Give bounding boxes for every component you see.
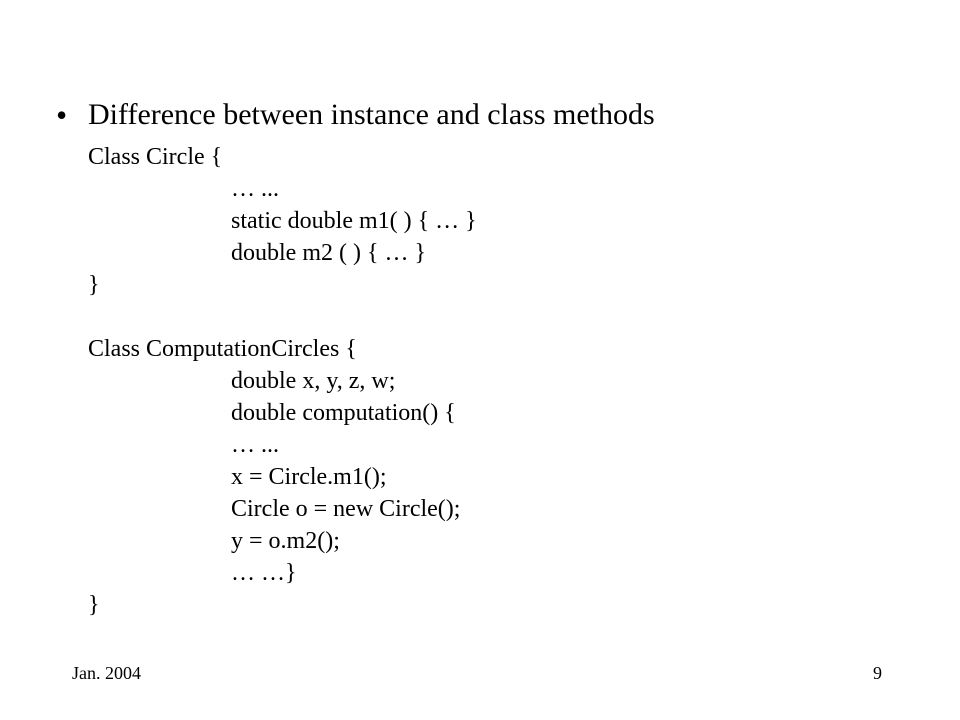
- code-line: Circle o = new Circle();: [231, 496, 461, 522]
- code-line: y = o.m2();: [231, 528, 340, 554]
- code-line: … ...: [231, 432, 279, 458]
- code-line: }: [88, 272, 100, 298]
- code-line: }: [88, 592, 100, 618]
- code-line: double m2 ( ) { … }: [231, 240, 427, 266]
- code-line: Class ComputationCircles {: [88, 336, 357, 362]
- code-line: Class Circle {: [88, 144, 223, 170]
- page-number: 9: [873, 663, 882, 683]
- code-line: … …}: [231, 560, 297, 586]
- slide-heading: Difference between instance and class methods: [88, 98, 655, 131]
- bullet-marker: •: [56, 97, 68, 133]
- code-line: x = Circle.m1();: [231, 464, 387, 490]
- code-line: … ...: [231, 176, 279, 202]
- footer-date: Jan. 2004: [72, 663, 141, 683]
- code-line: double computation() {: [231, 400, 456, 426]
- code-line: double x, y, z, w;: [231, 368, 396, 394]
- code-line: static double m1( ) { … }: [231, 208, 477, 234]
